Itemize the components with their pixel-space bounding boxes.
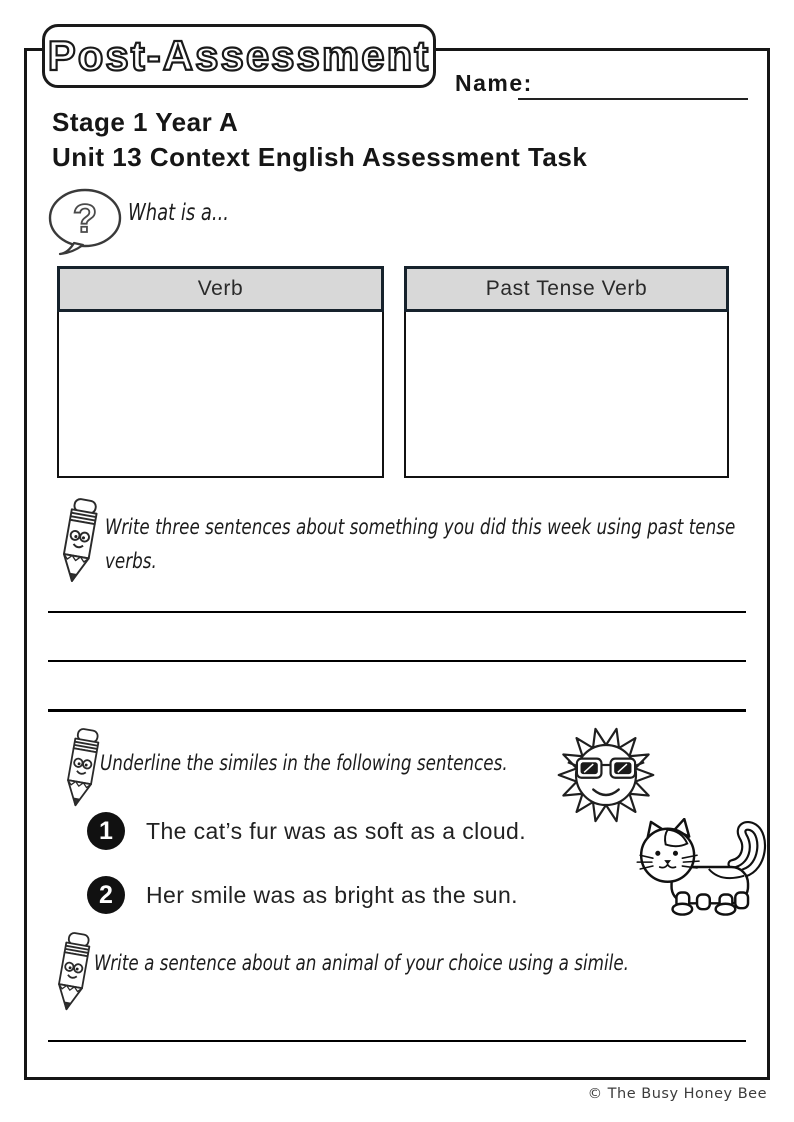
footer-credit: © The Busy Honey Bee [587, 1086, 767, 1102]
writing-line-1[interactable] [48, 611, 746, 613]
sentence-1-text: The cat’s fur was as soft as a cloud. [146, 818, 526, 844]
past-tense-verb-box-answer-area[interactable] [404, 312, 729, 478]
question-mark-glyph: ? [72, 197, 98, 241]
verb-box-header: Verb [57, 266, 384, 312]
similes-prompt: Underline the similes in the following sentences. [100, 751, 508, 776]
past-tense-verb-box-header: Past Tense Verb [404, 266, 729, 312]
unit-heading: Unit 13 Context English Assessment Task [52, 142, 588, 172]
simile-writing-line[interactable] [48, 1040, 746, 1042]
verb-box [57, 266, 384, 478]
cat-illustration [620, 818, 778, 918]
sentence-2-text: Her smile was as bright as the sun. [146, 882, 518, 908]
title-banner [42, 24, 436, 88]
sentence-2-badge: 2 [87, 876, 125, 914]
page-title: Post-Assessment [47, 32, 431, 79]
name-label: Name: [455, 70, 533, 96]
writing-line-2[interactable] [48, 660, 746, 662]
past-tense-verb-box [404, 266, 729, 478]
question-intro-text: What is a... [128, 200, 229, 226]
writing-line-3-section-divider[interactable] [48, 709, 746, 712]
sun-with-sunglasses-icon [556, 724, 656, 826]
stage-heading: Stage 1 Year A [52, 107, 239, 137]
simile-write-prompt: Write a sentence about an animal of your choice using a simile. [94, 951, 629, 976]
sentence-1-badge: 1 [87, 812, 125, 850]
pencil-icon [46, 930, 100, 1014]
question-bubble-icon [46, 188, 124, 256]
past-tense-prompt: Write three sentences about something you did this week using past tense verbs. [105, 515, 736, 574]
verb-box-answer-area[interactable] [57, 312, 384, 478]
name-field-line[interactable] [518, 72, 748, 100]
pencil-icon [50, 496, 108, 586]
